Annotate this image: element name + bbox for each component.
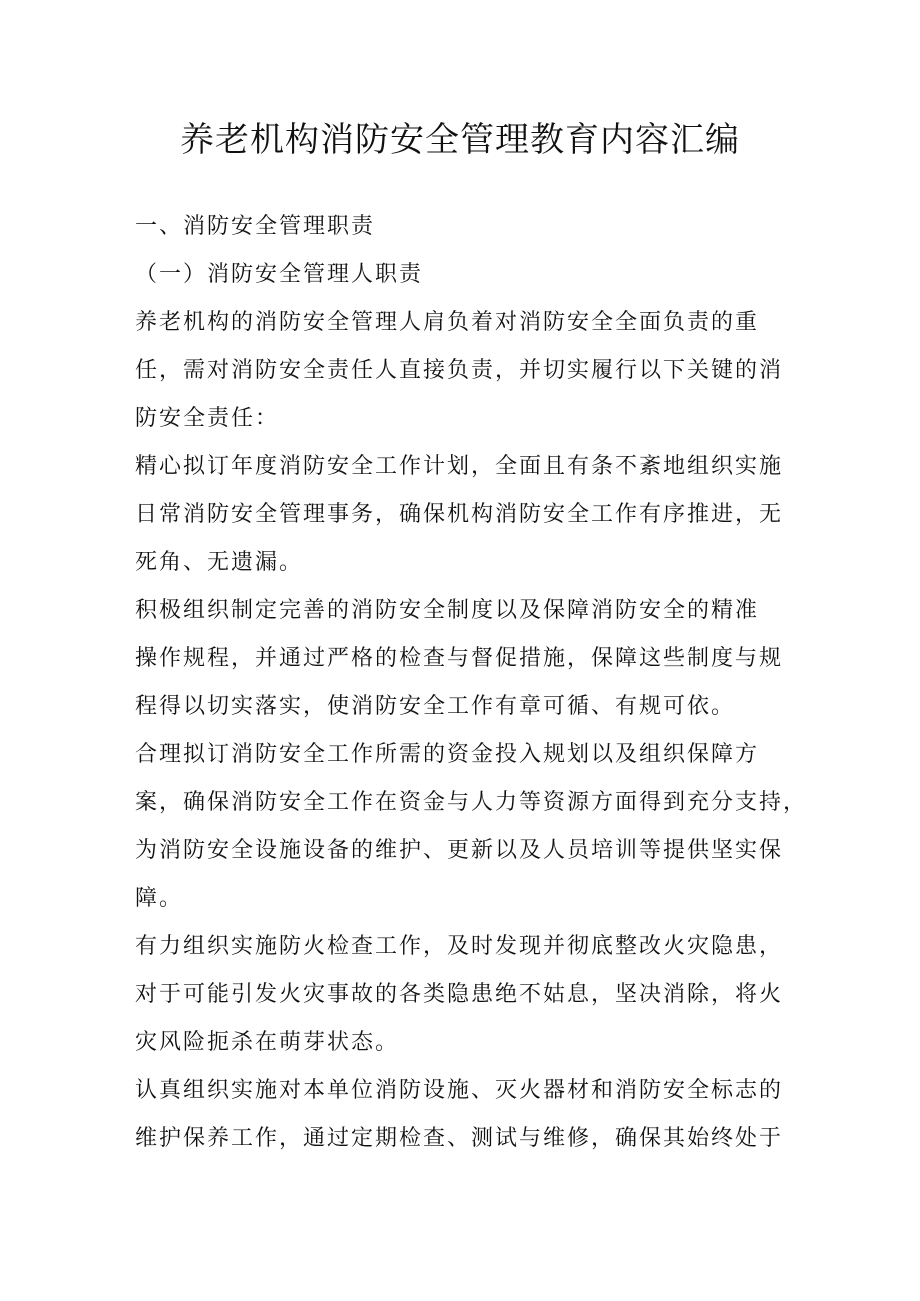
paragraph [135, 1067, 799, 1163]
paragraph-line: 合理拟订消防安全工作所需的资金投入规划以及组织保障方 [135, 742, 760, 767]
paragraph-line: 操作规程，并通过严格的检查与督促措施，保障这些制度与规 [135, 646, 784, 671]
paragraph [135, 731, 808, 923]
paragraph-line: 对于可能引发火灾事故的各类隐患绝不姑息，坚决消除，将火 [135, 982, 784, 1007]
paragraph-line: 有力组织实施防火检查工作，及时发现并彻底整改火灾隐患， [135, 934, 784, 959]
paragraph-line: 维护保养工作，通过定期检查、测试与维修，确保其始终处于 [135, 1126, 784, 1151]
paragraph-line: 养老机构的消防安全管理人肩负着对消防安全全面负责的重 [135, 310, 760, 335]
paragraph [135, 923, 799, 1067]
paragraph-line: 死角、无遗漏。 [135, 550, 304, 575]
paragraph-line: 案，确保消防安全工作在资金与人力等资源方面得到充分支持， [135, 790, 808, 815]
paragraph-line: 程得以切实落实，使消防安全工作有章可循、有规可依。 [135, 694, 736, 719]
paragraph [135, 587, 799, 731]
paragraph-line: 为消防安全设施设备的维护、更新以及人员培训等提供坚实保 [135, 838, 784, 863]
document-title: 养老机构消防安全管理教育内容汇编 [180, 120, 740, 160]
paragraph-line: 日常消防安全管理事务，确保机构消防安全工作有序推进，无 [135, 502, 784, 527]
document-body [135, 203, 808, 1163]
paragraph-line: 精心拟订年度消防安全工作计划，全面且有条不紊地组织实施 [135, 454, 784, 479]
paragraph [135, 299, 799, 443]
paragraph-line: 灾风险扼杀在萌芽状态。 [135, 1030, 400, 1055]
paragraph-line: 积极组织制定完善的消防安全制度以及保障消防安全的精准 [135, 598, 760, 623]
paragraph-line: 任，需对消防安全责任人直接负责，并切实履行以下关键的消 [135, 358, 784, 383]
paragraph [135, 443, 799, 587]
paragraph-line: 防安全责任： [135, 406, 280, 431]
paragraph-line: 障。 [135, 886, 184, 911]
section-heading: 一、消防安全管理职责 [135, 214, 376, 239]
paragraph-line: 认真组织实施对本单位消防设施、灭火器材和消防安全标志的 [135, 1078, 784, 1103]
subsection-heading: （一）消防安全管理人职责 [135, 262, 424, 287]
